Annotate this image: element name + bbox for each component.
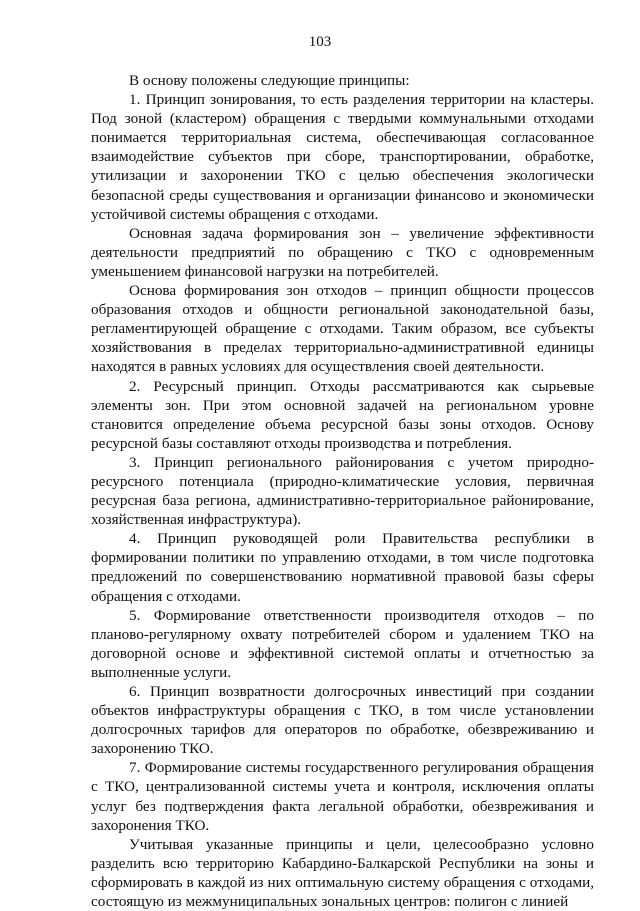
paragraph-principle-4: 4. Принцип руководящей роли Правительства республики в формировании политики по управлению отходами, в том числе подготовка предложений по совершенствованию нормативной правовой базы сферы обращения с отходами. <box>91 530 594 605</box>
paragraph-zone-basis: Основа формирования зон отходов – принцип общности процессов образования отходов и общности региональной законодательной базы, регламентирующей обращение с отходами. Таким образом, все субъекты хозяйствования в пределах территориально-административной единицы находятся в равных условиях для осуществления своей деятельности. <box>91 282 594 376</box>
paragraph-principle-2: 2. Ресурсный принцип. Отходы рассматриваются как сырьевые элементы зон. При этом основной задачей на региональном уровне становится определение объема ресурсной базы зоны отходов. Основу ресурсной базы составляют отходы производства и потребления. <box>91 377 594 452</box>
paragraph-principle-7: 7. Формирование системы государственного регулирования обращения с ТКО, централизованной системы учета и контроля, исключения оплаты услуг без подтверждения факта легальной обработки, обезвреживания и захоронения ТКО. <box>91 759 594 834</box>
body-text <box>91 71 594 911</box>
page-number: 103 <box>308 34 332 50</box>
paragraph-main-task: Основная задача формирования зон – увеличение эффективности деятельности предприятий по обращению с ТКО с одновременным уменьшением финансовой нагрузки на потребителей. <box>91 224 594 280</box>
paragraph-principle-6: 6. Принцип возвратности долгосрочных инвестиций при создании объектов инфраструктуры обращения с ТКО, в том числе установлении долгосрочных тарифов для операторов по обработке, обезвреживанию и захоронению ТКО. <box>91 683 594 758</box>
paragraph-principle-3: 3. Принцип регионального районирования с учетом природно-ресурсного потенциала (природно-климатические условия, первичная ресурсная база региона, административно-территориальное районирование, хозяйственная инфраструктура). <box>91 453 594 529</box>
paragraph-principle-5: 5. Формирование ответственности производителя отходов – по планово-регулярному охвату потребителей сбором и удалением ТКО на договорной основе и эффективной системой оплаты и отчетностью за выполненные услуги. <box>91 606 594 681</box>
paragraph-conclusion: Учитывая указанные принципы и цели, целесообразно условно разделить всю территорию Кабардино-Балкарской Республики на зоны и сформировать в каждой из них оптимальную систему обращения с отходами, состоящую из межмуниципальных зональных центров: полигон с линией <box>91 835 594 911</box>
paragraph-intro: В основу положены следующие принципы: <box>129 72 410 89</box>
paragraph-principle-1: 1. Принцип зонирования, то есть разделения территории на кластеры. Под зоной (кластером) обращения с твердыми коммунальными отходами понимается территориальная система, обеспечивающая согласованное взаимодействие субъектов при сборе, транспортировании, обработке, утилизации и захоронении ТКО с целью обеспечения экологически безопасной среды существования и организации финансово и экономически устойчивой системы обращения с отходами. <box>91 91 594 223</box>
